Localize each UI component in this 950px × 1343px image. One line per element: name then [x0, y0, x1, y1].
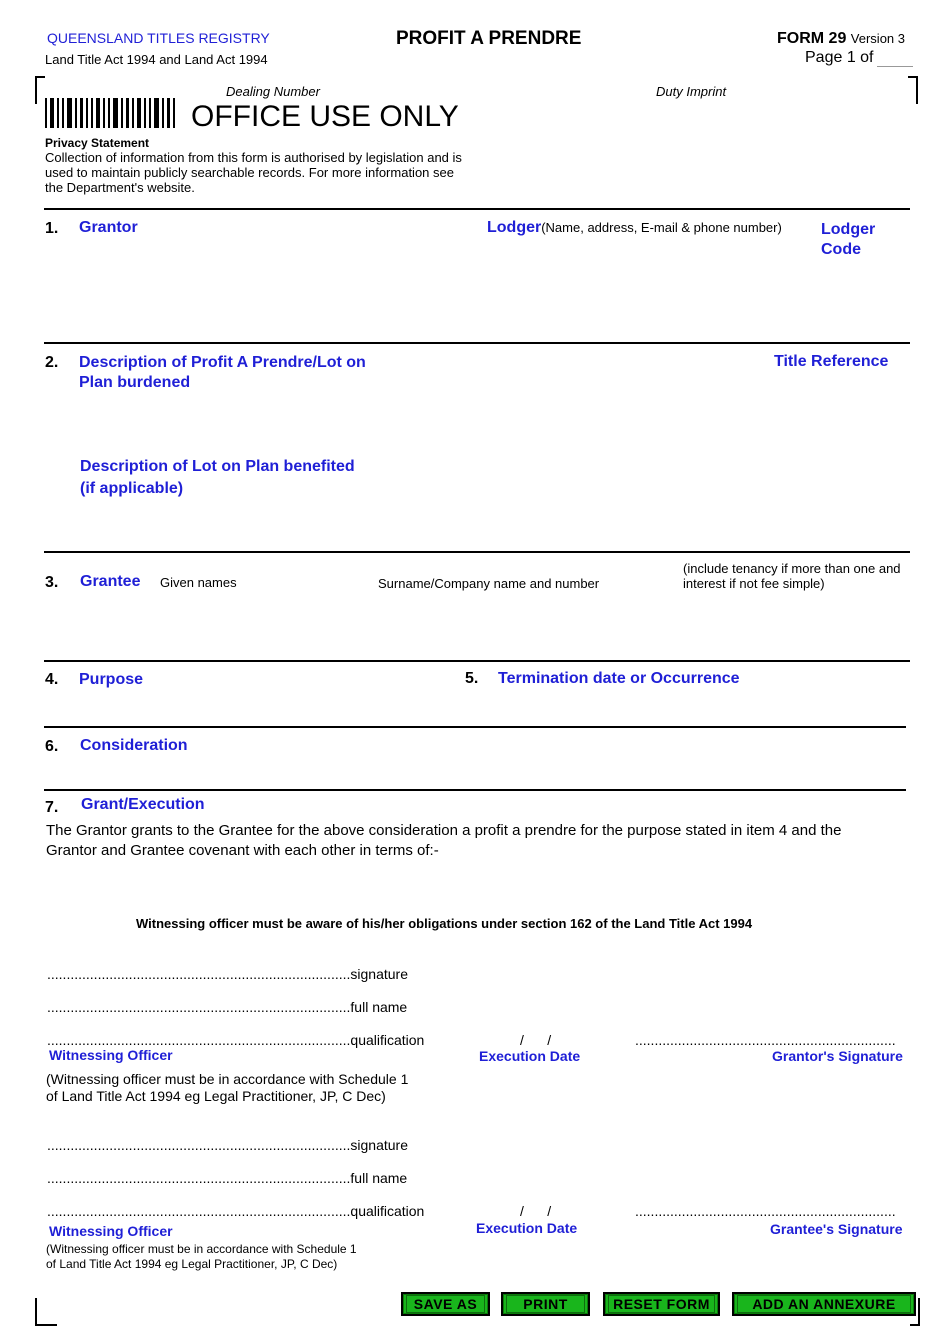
- witness-note: [46, 1242, 357, 1272]
- benefited-label-line: Description of Lot on Plan benefited: [80, 458, 355, 475]
- grantor-label: Grantor: [79, 219, 138, 236]
- given-names-label: Given names: [160, 575, 237, 590]
- reset-form-button[interactable]: [603, 1292, 720, 1316]
- section-number: 4.: [45, 671, 59, 688]
- grantor-field[interactable]: [79, 244, 459, 334]
- grantee-signature-line[interactable]: ...................................................................: [635, 1203, 896, 1219]
- title-reference-field[interactable]: [774, 378, 904, 448]
- button-bevel: [737, 1295, 911, 1313]
- page-total-field[interactable]: [877, 66, 913, 67]
- dotted-line: ..............................................................................: [47, 1203, 351, 1219]
- purpose-field[interactable]: [79, 694, 449, 722]
- witness-note-line: (Witnessing officer must be in accordance with Schedule 1: [46, 1071, 409, 1087]
- grant-text-line: Grantor and Grantee covenant with each other in terms of:-: [46, 842, 439, 859]
- add-annexure-label: ADD AN ANNEXURE: [752, 1296, 896, 1312]
- grantee-label: Grantee: [80, 573, 141, 590]
- benefited-label: [80, 456, 355, 500]
- form-version: Version 3: [850, 31, 905, 46]
- witnessing-officer-label: Witnessing Officer: [49, 1223, 173, 1239]
- duty-imprint-label: Duty Imprint: [656, 84, 727, 99]
- grant-execution-label: Grant/Execution: [81, 796, 205, 813]
- button-bevel: [406, 1295, 485, 1313]
- witness-note-line: of Land Title Act 1994 eg Legal Practitioner, JP, C Dec): [46, 1257, 338, 1271]
- lodger-code-label: [821, 220, 875, 260]
- privacy-line: used to maintain publicly searchable records. For more information see: [45, 165, 454, 180]
- dotted-line: ..............................................................................: [47, 966, 351, 982]
- lodger-label: Lodger: [487, 219, 542, 236]
- witness-note-line: (Witnessing officer must be in accordance with Schedule 1: [46, 1242, 357, 1256]
- section-number: 6.: [45, 738, 59, 755]
- grantor-signature-label: Grantor's Signature: [772, 1048, 903, 1064]
- barcode-graphic: [45, 98, 187, 128]
- reset-form-label: RESET FORM: [613, 1296, 710, 1312]
- privacy-text: [45, 150, 462, 195]
- lodger-field[interactable]: [487, 244, 807, 334]
- tenancy-note: [683, 561, 901, 591]
- lodger-code-line: Code: [821, 241, 861, 258]
- divider: [44, 726, 906, 728]
- divider: [44, 342, 910, 344]
- acts-line: Land Title Act 1994 and Land Act 1994: [45, 52, 268, 67]
- grant-text: [46, 821, 841, 861]
- section-number: 2.: [45, 354, 59, 371]
- consideration-field[interactable]: [200, 737, 900, 777]
- frame-corner-top-right: [908, 76, 918, 104]
- full-name-label: full name: [350, 999, 408, 1015]
- execution-date-field[interactable]: / /: [520, 1032, 552, 1048]
- qualification-label: qualification: [350, 1203, 425, 1219]
- tenancy-note-line: (include tenancy if more than one and: [683, 561, 901, 576]
- witness-qualification-line[interactable]: [47, 1032, 424, 1048]
- dotted-line: ..............................................................................: [47, 1032, 351, 1048]
- burdened-field[interactable]: [79, 395, 759, 450]
- signature-label: signature: [350, 1137, 408, 1153]
- form-number-block: [777, 30, 905, 48]
- save-as-label: SAVE AS: [413, 1296, 478, 1312]
- section-number: 1.: [45, 220, 59, 237]
- frame-corner-top-left: [35, 76, 45, 104]
- button-bevel: [506, 1295, 585, 1313]
- divider: [44, 789, 906, 791]
- divider: [44, 660, 910, 662]
- lodger-code-line: Lodger: [821, 221, 876, 238]
- grantee-field[interactable]: [79, 598, 899, 653]
- execution-date-field[interactable]: / /: [520, 1203, 552, 1219]
- benefited-field[interactable]: [79, 500, 899, 545]
- witness-signature-line[interactable]: [47, 1137, 408, 1153]
- print-label: PRINT: [523, 1296, 568, 1312]
- section-number: 7.: [45, 799, 59, 816]
- office-use-only: OFFICE USE ONLY: [191, 100, 459, 133]
- privacy-line: Collection of information from this form is authorised by legislation and is: [45, 150, 462, 165]
- witness-fullname-line[interactable]: [47, 1170, 407, 1186]
- dealing-number-label: Dealing Number: [226, 84, 320, 99]
- qualification-label: qualification: [350, 1032, 425, 1048]
- purpose-label: Purpose: [79, 671, 144, 688]
- dotted-line: ..............................................................................: [47, 1170, 351, 1186]
- save-as-button[interactable]: [401, 1292, 490, 1316]
- termination-label: Termination date or Occurrence: [498, 670, 740, 687]
- witness-signature-line[interactable]: [47, 966, 408, 982]
- lodger-note: (Name, address, E-mail & phone number): [541, 220, 782, 235]
- section-number: 3.: [45, 574, 59, 591]
- witness-note: [46, 1071, 408, 1105]
- frame-corner-bottom-left: [35, 1298, 57, 1326]
- full-name-label: full name: [350, 1170, 408, 1186]
- form-number: FORM 29: [777, 30, 847, 47]
- surname-label: Surname/Company name and number: [378, 576, 600, 591]
- grant-text-line: The Grantor grants to the Grantee for the above consideration a profit a prendre for the purpose stated in item 4 and the: [46, 822, 842, 839]
- grantor-signature-line[interactable]: ...................................................................: [635, 1032, 896, 1048]
- registry-name: QUEENSLAND TITLES REGISTRY: [47, 30, 270, 46]
- witnessing-officer-label: Witnessing Officer: [49, 1047, 173, 1063]
- burdened-label-line: Plan burdened: [79, 374, 191, 391]
- consideration-label: Consideration: [80, 737, 188, 754]
- burdened-label: [79, 353, 366, 393]
- add-annexure-button[interactable]: [732, 1292, 916, 1316]
- page-indicator: Page 1 of: [805, 49, 874, 66]
- grantee-signature-label: Grantee's Signature: [770, 1221, 903, 1237]
- witness-notice: Witnessing officer must be aware of his/her obligations under section 162 of the Land Title Act 1994: [136, 916, 753, 931]
- execution-date-label: Execution Date: [476, 1220, 578, 1236]
- execution-date-label: Execution Date: [479, 1048, 581, 1064]
- signature-label: signature: [350, 966, 408, 982]
- termination-field[interactable]: [498, 694, 898, 722]
- dotted-line: ..............................................................................: [47, 999, 351, 1015]
- divider: [44, 208, 910, 210]
- form-title: PROFIT A PRENDRE: [396, 28, 582, 49]
- privacy-line: the Department's website.: [45, 180, 195, 195]
- tenancy-note-line: interest if not fee simple): [683, 576, 825, 591]
- benefited-label-line: (if applicable): [80, 480, 184, 497]
- button-bevel: [608, 1295, 715, 1313]
- lodger-block: [487, 219, 782, 237]
- burdened-label-line: Description of Profit A Prendre/Lot on: [79, 354, 366, 371]
- witness-note-line: of Land Title Act 1994 eg Legal Practitioner, JP, C Dec): [46, 1088, 386, 1104]
- witness-fullname-line[interactable]: [47, 999, 407, 1015]
- section-number: 5.: [465, 670, 479, 687]
- print-button[interactable]: [501, 1292, 590, 1316]
- privacy-heading: Privacy Statement: [45, 136, 150, 150]
- divider: [44, 551, 910, 553]
- title-reference-label: Title Reference: [774, 353, 889, 370]
- dotted-line: ..............................................................................: [47, 1137, 351, 1153]
- witness-qualification-line[interactable]: [47, 1203, 424, 1219]
